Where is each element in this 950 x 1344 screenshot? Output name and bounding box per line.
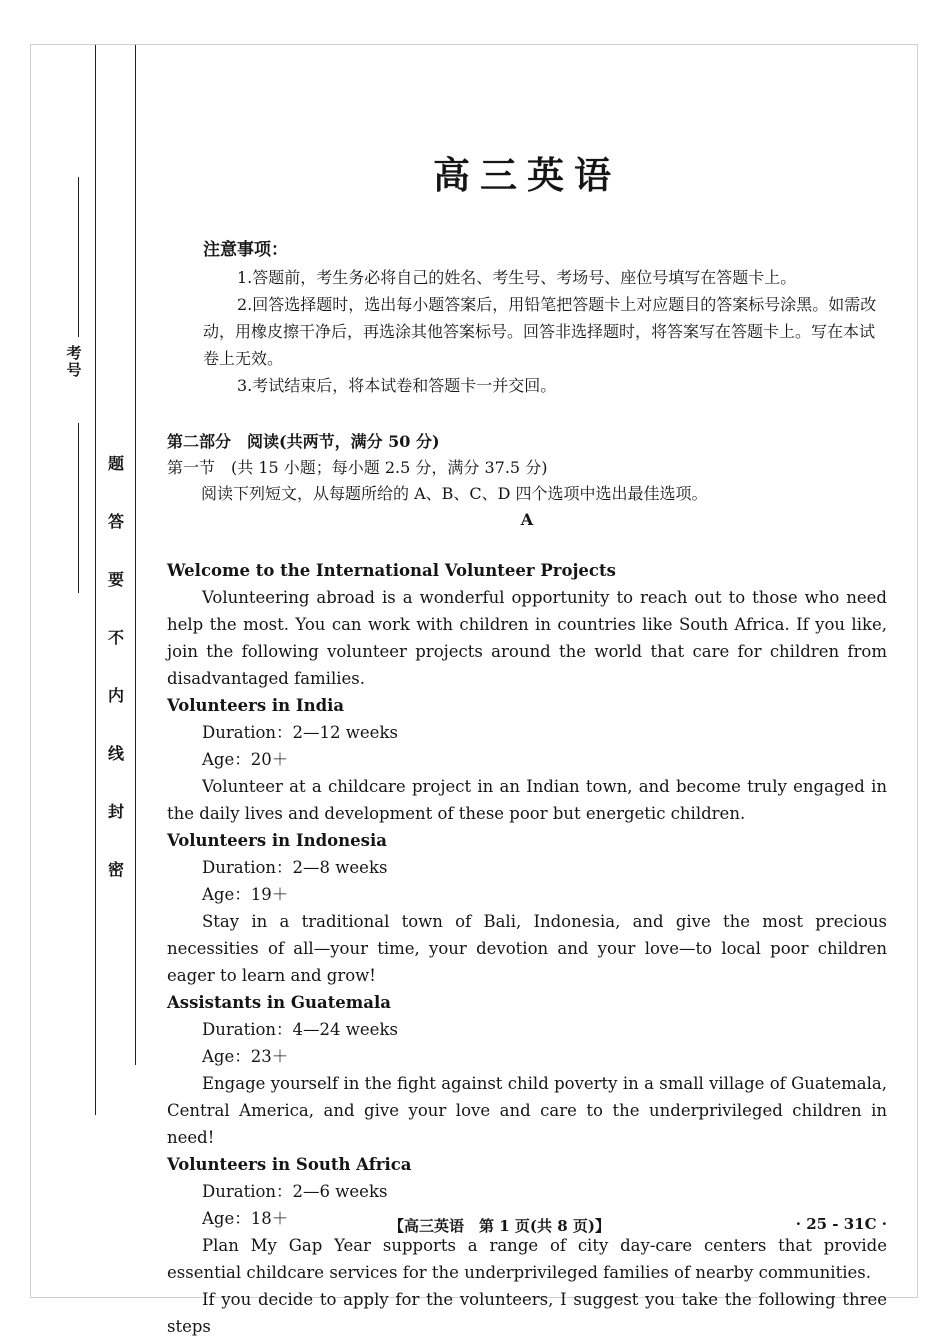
project-age: Age：18＋ — [202, 1209, 289, 1228]
project-name: Assistants in Guatemala — [167, 993, 391, 1012]
binding-line-inner — [135, 45, 136, 1065]
project-duration: Duration：2—8 weeks — [202, 858, 388, 877]
seal-char: 要 — [107, 570, 124, 589]
project-duration: Duration：2—6 weeks — [202, 1182, 388, 1201]
page-number: 【高三英语 第 1 页(共 8 页)】 — [389, 1217, 610, 1235]
project-age: Age：19＋ — [202, 885, 289, 904]
project-name: Volunteers in South Africa — [167, 1155, 412, 1174]
project-age: Age：20＋ — [202, 750, 289, 769]
exam-page — [30, 44, 918, 1336]
seal-char: 封 — [107, 802, 124, 821]
exam-code: · 25 - 31C · — [795, 1215, 887, 1233]
seal-char: 题 — [107, 454, 124, 473]
project-description: Volunteer at a childcare project in an Indian town, and become truly engaged in the daily lives and development of these poor but energetic children. — [167, 777, 887, 823]
seal-char: 答 — [107, 512, 124, 531]
part-two-header — [167, 429, 887, 533]
project-name: Volunteers in India — [167, 696, 345, 715]
notice-item-3: 3.考试结束后，将本试卷和答题卡一并交回。 — [237, 376, 557, 395]
section-heading: 第一节 (共 15 小题；每小题 2.5 分，满分 37.5 分) — [167, 458, 548, 477]
notice-block — [203, 237, 887, 399]
page-title: 高三英语 — [433, 153, 621, 197]
seal-warning — [105, 451, 127, 915]
project-name: Volunteers in Indonesia — [167, 831, 387, 850]
project-description: Stay in a traditional town of Bali, Indonesia, and give the most precious necessities of all—your time, your devotion and your love—to local poor children eager to learn and grow! — [167, 912, 887, 985]
project-age: Age：23＋ — [202, 1047, 289, 1066]
project-description: Engage yourself in the fight against child poverty in a small village of Guatemala, Central America, and give your love and care to the underprivileged children in need! — [167, 1074, 887, 1147]
project-duration: Duration：2—12 weeks — [202, 723, 398, 742]
project-description: Plan My Gap Year supports a range of city day-care centers that provide essential childcare services for the underprivileged families of nearby communities. — [167, 1236, 887, 1282]
seal-char: 不 — [107, 628, 124, 647]
notice-item-1: 1.答题前，考生务必将自己的姓名、考生号、考场号、座位号填写在答题卡上。 — [237, 268, 797, 287]
seal-char: 线 — [107, 744, 124, 763]
exam-no-line-top — [78, 177, 79, 337]
passage-letter: A — [520, 510, 534, 529]
part-heading: 第二部分 阅读(共两节，满分 50 分) — [167, 432, 440, 451]
passage-closing: If you decide to apply for the volunteers, I suggest you take the following three steps — [167, 1290, 887, 1336]
section-instruction: 阅读下列短文，从每题所给的 A、B、C、D 四个选项中选出最佳选项。 — [201, 484, 708, 503]
passage-intro: Volunteering abroad is a wonderful opportunity to reach out to those who need help the most. You can work with children in countries like South Africa. If you like, join the following volunteer projects around the world that care for children from disadvantaged families. — [167, 588, 887, 688]
notice-item-2: 2.回答选择题时，选出每小题答案后，用铅笔把答题卡上对应题目的答案标号涂黑。如需改动，用橡皮擦干净后，再选涂其他答案标号。回答非选择题时，将答案写在答题卡上。写在本试卷上无效。 — [203, 295, 877, 368]
exam-no-label: 考号 — [66, 344, 82, 379]
exam-no-line-bottom — [78, 423, 79, 593]
notice-title: 注意事项： — [203, 240, 288, 260]
seal-char: 内 — [107, 686, 124, 705]
project-duration: Duration：4—24 weeks — [202, 1020, 398, 1039]
binding-line-outer — [95, 45, 96, 1115]
passage-title: Welcome to the International Volunteer Projects — [167, 561, 616, 580]
seal-char: 密 — [107, 860, 124, 879]
